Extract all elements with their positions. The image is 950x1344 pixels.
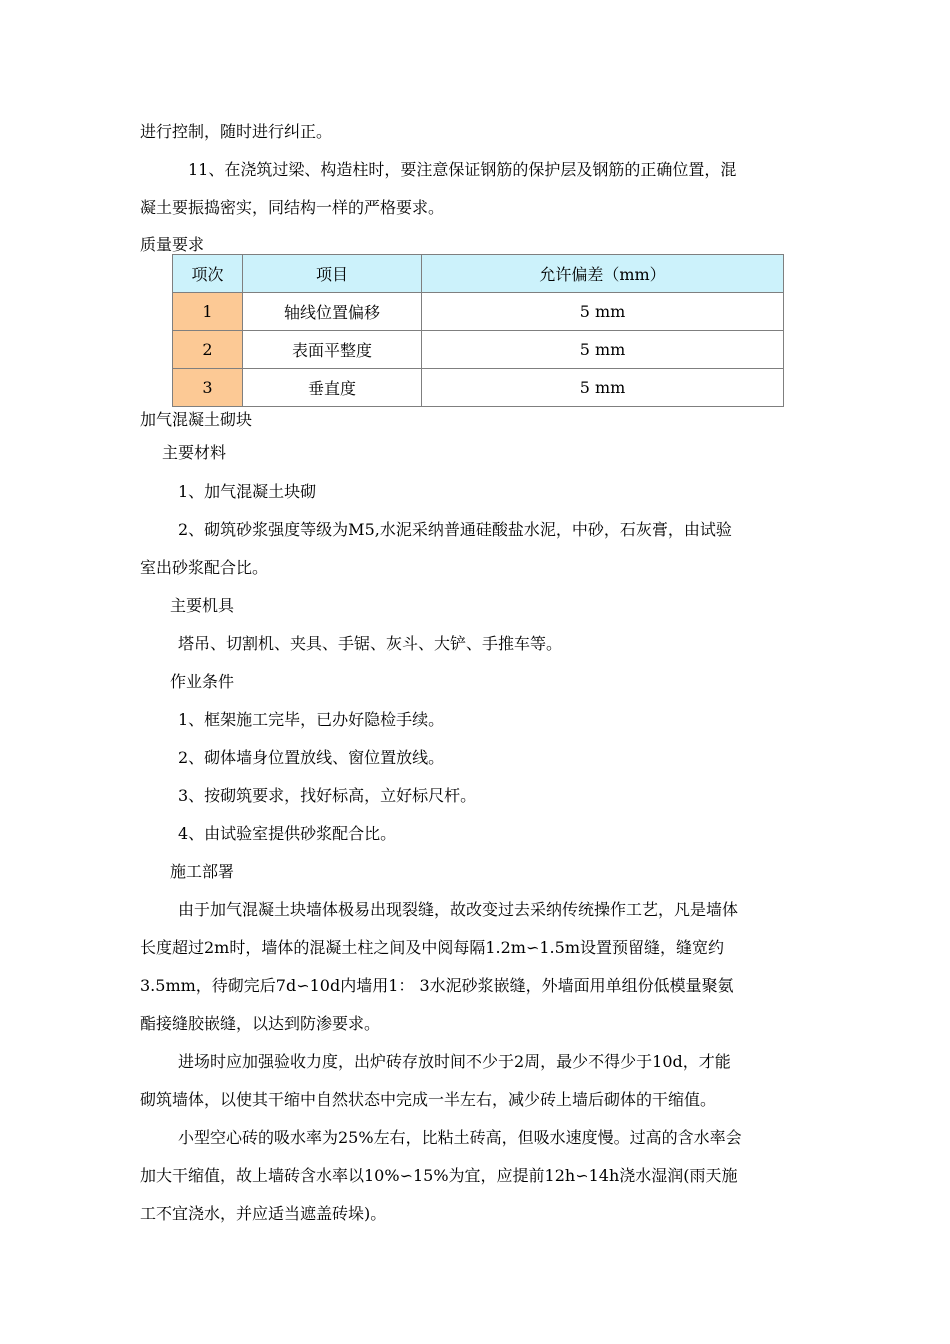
paragraph-line: 11、在浇筑过梁、构造柱时，要注意保证钢筋的保护层及钢筋的正确位置，混 — [188, 160, 737, 179]
paragraph-line: 3、按砌筑要求，找好标高，立好标尺杆。 — [178, 786, 477, 805]
subsection-heading: 主要机具 — [170, 596, 235, 615]
row-deviation: 5 mm — [422, 369, 784, 407]
paragraph-line: 2、砌筑砂浆强度等级为M5,水泥采纳普通硅酸盐水泥，中砂，石灰膏，由试验 — [178, 520, 732, 539]
row-item: 垂直度 — [243, 369, 422, 407]
paragraph-line: 室出砂浆配合比。 — [140, 558, 269, 577]
table-row — [173, 369, 784, 407]
row-index: 3 — [173, 369, 243, 407]
paragraph-line: 3.5mm，待砌完后7d∽10d内墙用1： 3水泥砂浆嵌缝，外墙面用单组份低模量聚氨 — [140, 976, 734, 995]
paragraph-line: 酯接缝胶嵌缝，以达到防渗要求。 — [140, 1014, 381, 1033]
paragraph-line: 2、砌体墙身位置放线、窗位置放线。 — [178, 748, 445, 767]
paragraph-line: 加大干缩值，故上墙砖含水率以10%∽15%为宜，应提前12h∽14h浇水湿润(雨天施 — [140, 1166, 738, 1185]
header-deviation: 允许偏差（mm） — [422, 255, 784, 293]
section-heading-quality: 质量要求 — [140, 235, 205, 254]
row-item: 表面平整度 — [243, 331, 422, 369]
row-index: 1 — [173, 293, 243, 331]
table-row — [173, 293, 784, 331]
paragraph-line: 进行控制，随时进行纠正。 — [140, 122, 333, 141]
row-deviation: 5 mm — [422, 331, 784, 369]
paragraph-line: 1、加气混凝土块砌 — [178, 482, 317, 501]
paragraph-line: 工不宜浇水，并应适当遮盖砖垛)。 — [140, 1204, 387, 1223]
subsection-heading: 施工部署 — [170, 862, 235, 881]
table-row — [173, 331, 784, 369]
section-heading: 加气混凝土砌块 — [140, 410, 253, 429]
header-index: 项次 — [173, 255, 243, 293]
paragraph-line: 长度超过2m时，墙体的混凝土柱之间及中阅每隔1.2m∽1.5m设置预留缝，缝宽约 — [140, 938, 724, 957]
subsection-heading: 作业条件 — [170, 672, 235, 691]
quality-table — [172, 254, 784, 407]
header-item: 项目 — [243, 255, 422, 293]
paragraph-line: 4、由试验室提供砂浆配合比。 — [178, 824, 397, 843]
paragraph-line: 由于加气混凝土块墙体极易出现裂缝，故改变过去采纳传统操作工艺，凡是墙体 — [178, 900, 739, 919]
paragraph-line: 凝土要振捣密实，同结构一样的严格要求。 — [140, 198, 445, 217]
row-item: 轴线位置偏移 — [243, 293, 422, 331]
row-deviation: 5 mm — [422, 293, 784, 331]
paragraph-line: 小型空心砖的吸水率为25%左右，比粘土砖高，但吸水速度慢。过高的含水率会 — [178, 1128, 742, 1147]
paragraph-line: 砌筑墙体，以使其干缩中自然状态中完成一半左右，减少砖上墙后砌体的干缩值。 — [140, 1090, 717, 1109]
paragraph-line: 1、框架施工完毕，已办好隐检手续。 — [178, 710, 445, 729]
table-header-row — [173, 255, 784, 293]
paragraph-line: 塔吊、切割机、夹具、手锯、灰斗、大铲、手推车等。 — [178, 634, 563, 653]
row-index: 2 — [173, 331, 243, 369]
subsection-heading: 主要材料 — [162, 443, 227, 462]
paragraph-line: 进场时应加强验收力度，出炉砖存放时间不少于2周，最少不得少于10d，才能 — [178, 1052, 731, 1071]
